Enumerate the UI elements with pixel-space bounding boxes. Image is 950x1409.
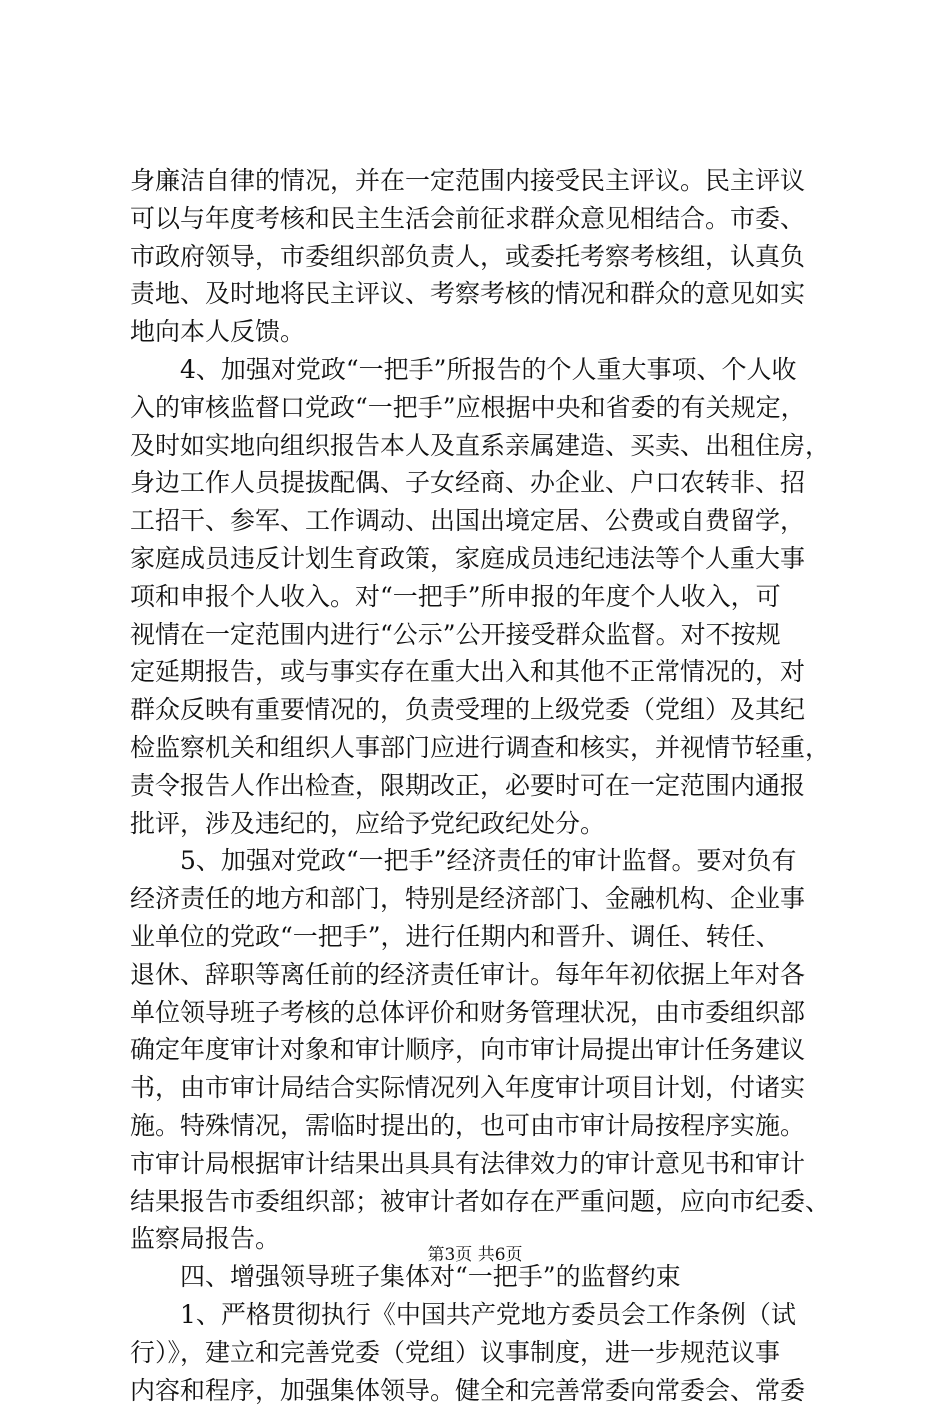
text-line: 责令报告人作出检查，限期改正，必要时可在一定范围内通报 [130,767,830,805]
text-line: 检监察机关和组织人事部门应进行调查和核实，并视情节轻重， [130,729,830,767]
text-line: 经济责任的地方和部门，特别是经济部门、金融机构、企业事 [130,880,830,918]
page-footer: 第3页 共6页 [0,1240,950,1265]
text-line: 监察局报告。 [130,1220,830,1258]
text-line: 确定年度审计对象和审计顺序，向市审计局提出审计任务建议 [130,1031,830,1069]
text-line: 项和申报个人收入。对“一把手”所申报的年度个人收入，可 [130,578,830,616]
text-line: 市政府领导，市委组织部负责人，或委托考察考核组，认真负 [130,238,830,276]
text-line: 群众反映有重要情况的，负责受理的上级党委（党组）及其纪 [130,691,830,729]
text-line: 行）》，建立和完善党委（党组）议事制度，进一步规范议事 [130,1334,830,1372]
paragraph-first-line: 4、加强对党政“一把手”所报告的个人重大事项、个人收 [130,351,830,389]
text-line: 施。特殊情况，需临时提出的，也可由市审计局按程序实施。 [130,1107,830,1145]
text-line: 书，由市审计局结合实际情况列入年度审计项目计划，付诸实 [130,1069,830,1107]
text-line: 业单位的党政“一把手”，进行任期内和晋升、调任、转任、 [130,918,830,956]
text-line: 可以与年度考核和民主生活会前征求群众意见相结合。市委、 [130,200,830,238]
paragraph-first-line: 5、加强对党政“一把手”经济责任的审计监督。要对负有 [130,842,830,880]
text-line: 批评，涉及违纪的，应给予党纪政纪处分。 [130,805,830,843]
text-line: 地向本人反馈。 [130,313,830,351]
text-line: 责地、及时地将民主评议、考察考核的情况和群众的意见如实 [130,275,830,313]
text-line: 退休、辞职等离任前的经济责任审计。每年年初依据上年对各 [130,956,830,994]
paragraph-first-line: 1、严格贯彻执行《中国共产党地方委员会工作条例（试 [130,1296,830,1334]
text-line: 单位领导班子考核的总体评价和财务管理状况，由市委组织部 [130,994,830,1032]
document-body [130,162,830,1409]
text-line: 身边工作人员提拔配偶、子女经商、办企业、户口农转非、招 [130,464,830,502]
text-line: 视情在一定范围内进行“公示”公开接受群众监督。对不按规 [130,616,830,654]
text-line: 身廉洁自律的情况，并在一定范围内接受民主评议。民主评议 [130,162,830,200]
text-line: 结果报告市委组织部；被审计者如存在严重问题，应向市纪委、 [130,1183,830,1221]
paragraph-first-line: 四、增强领导班子集体对“一把手”的监督约束 [130,1258,830,1296]
text-line: 入的审核监督口党政“一把手”应根据中央和省委的有关规定， [130,389,830,427]
text-line: 工招干、参军、工作调动、出国出境定居、公费或自费留学， [130,502,830,540]
text-line: 家庭成员违反计划生育政策，家庭成员违纪违法等个人重大事 [130,540,830,578]
text-line: 市审计局根据审计结果出具具有法律效力的审计意见书和审计 [130,1145,830,1183]
text-line: 及时如实地向组织报告本人及直系亲属建造、买卖、出租住房， [130,427,830,465]
text-line: 定延期报告，或与事实存在重大出入和其他不正常情况的，对 [130,653,830,691]
text-line: 内容和程序，加强集体领导。健全和完善常委向常委会、常委 [130,1372,830,1409]
